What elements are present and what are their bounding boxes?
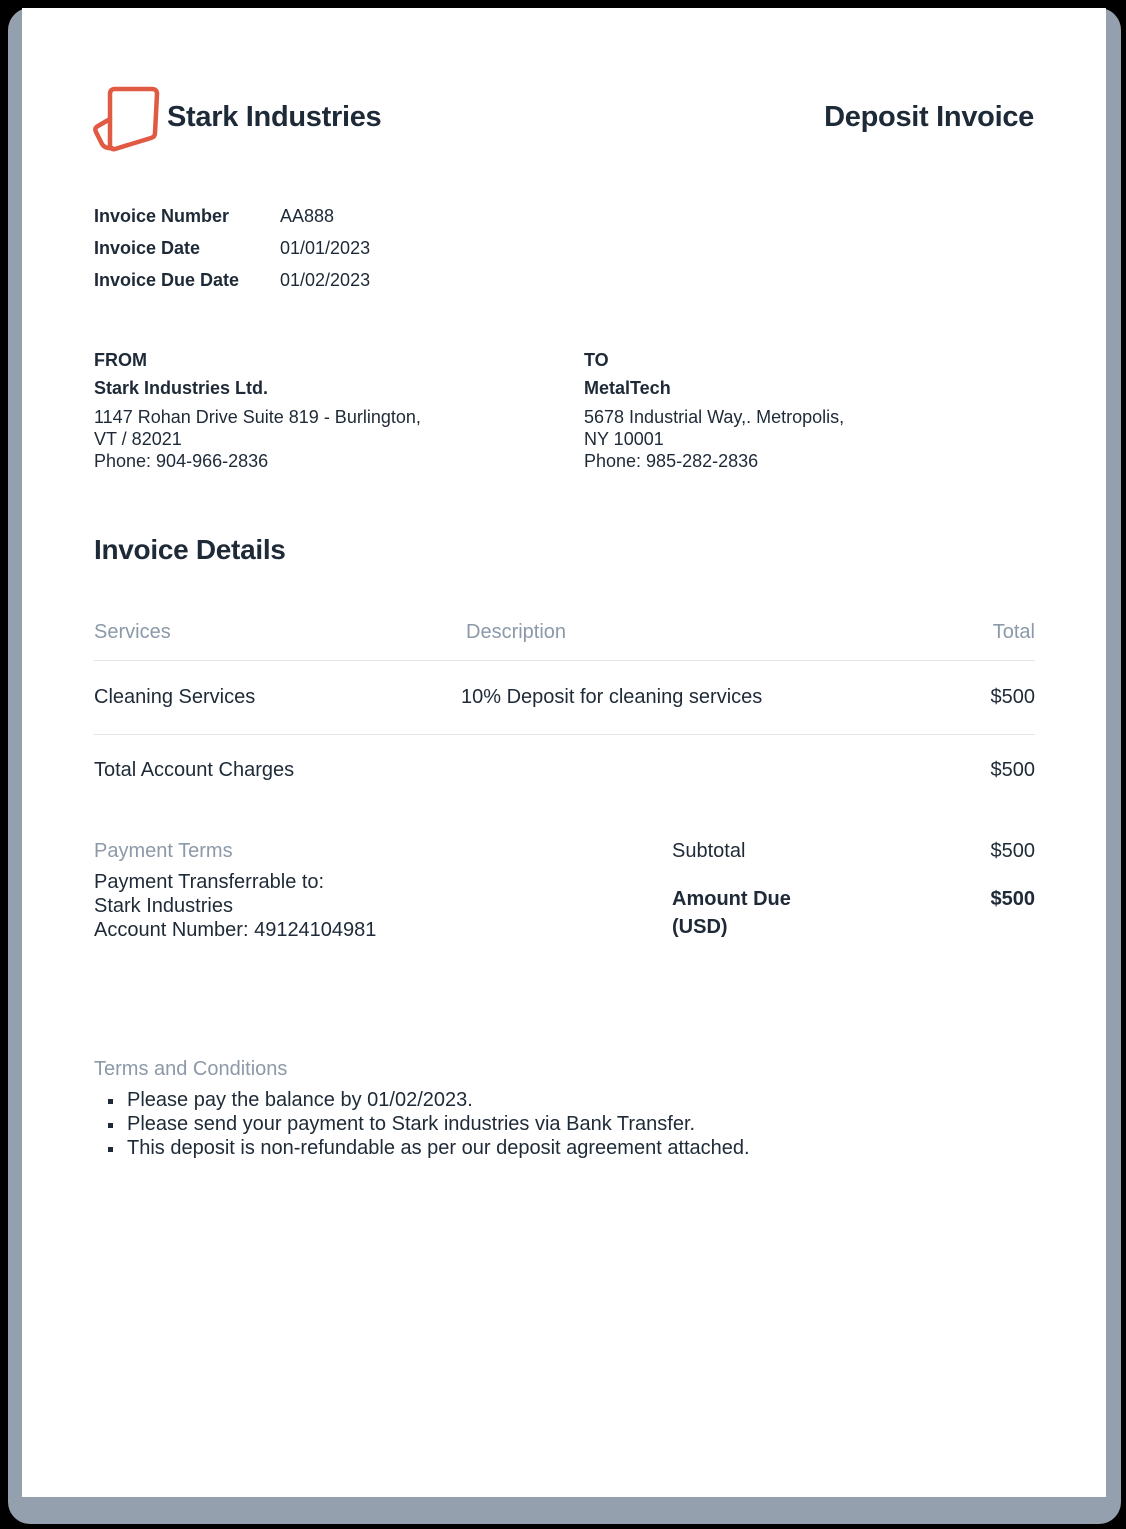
column-header-total: Total (992, 621, 1035, 643)
subtotal-label: Subtotal (672, 840, 746, 862)
from-address-line1: 1147 Rohan Drive Suite 819 - Burlington, (94, 407, 421, 427)
column-header-services: Services (94, 621, 171, 643)
to-address-line1: 5678 Industrial Way,. Metropolis, (584, 407, 845, 427)
payment-line: Stark Industries (94, 895, 233, 917)
amount-due-value: $500 (990, 888, 1035, 910)
to-name: MetalTech (584, 378, 671, 398)
row-service: Cleaning Services (94, 686, 256, 708)
invoice-number-value: AA888 (280, 206, 335, 226)
total-account-charges-value: $500 (990, 759, 1035, 781)
invoice-number-label: Invoice Number (94, 206, 230, 226)
from-address-line2: VT / 82021 (94, 429, 182, 449)
amount-due-currency: (USD) (672, 916, 728, 938)
row-total: $500 (990, 686, 1035, 708)
invoice-due-date-label: Invoice Due Date (94, 270, 240, 290)
from-name: Stark Industries Ltd. (94, 378, 269, 398)
payment-line: Payment Transferrable to: (94, 871, 325, 893)
total-account-charges-label: Total Account Charges (94, 759, 295, 781)
row-description: 10% Deposit for cleaning services (461, 686, 763, 708)
folded-page-outline-icon (92, 86, 160, 154)
terms-item: Please pay the balance by 01/02/2023. (104, 1088, 750, 1112)
terms-item: This deposit is non-refundable as per our deposit agreement attached. (104, 1136, 750, 1160)
to-heading: TO (584, 350, 609, 370)
terms-list (104, 1088, 750, 1160)
table-row-divider (94, 734, 1035, 735)
from-heading: FROM (94, 350, 147, 370)
from-phone: Phone: 904-966-2836 (94, 451, 269, 471)
table-header-divider (94, 660, 1035, 661)
section-title-invoice-details: Invoice Details (94, 534, 286, 565)
invoice-date-value: 01/01/2023 (280, 238, 371, 258)
amount-due-label: Amount Due (672, 888, 791, 910)
to-address-line2: NY 10001 (584, 429, 664, 449)
subtotal-value: $500 (990, 840, 1035, 862)
terms-item: Please send your payment to Stark industries via Bank Transfer. (104, 1112, 750, 1136)
payment-terms-label: Payment Terms (94, 840, 233, 862)
invoice-due-date-value: 01/02/2023 (280, 270, 371, 290)
invoice-date-label: Invoice Date (94, 238, 201, 258)
column-header-description: Description (466, 621, 567, 643)
document-title: Deposit Invoice (824, 101, 1034, 133)
to-phone: Phone: 985-282-2836 (584, 451, 759, 471)
invoice-page (22, 8, 1106, 1497)
payment-account-number: Account Number: 49124104981 (94, 919, 377, 941)
brand-name: Stark Industries (167, 101, 382, 133)
terms-label: Terms and Conditions (94, 1058, 288, 1080)
